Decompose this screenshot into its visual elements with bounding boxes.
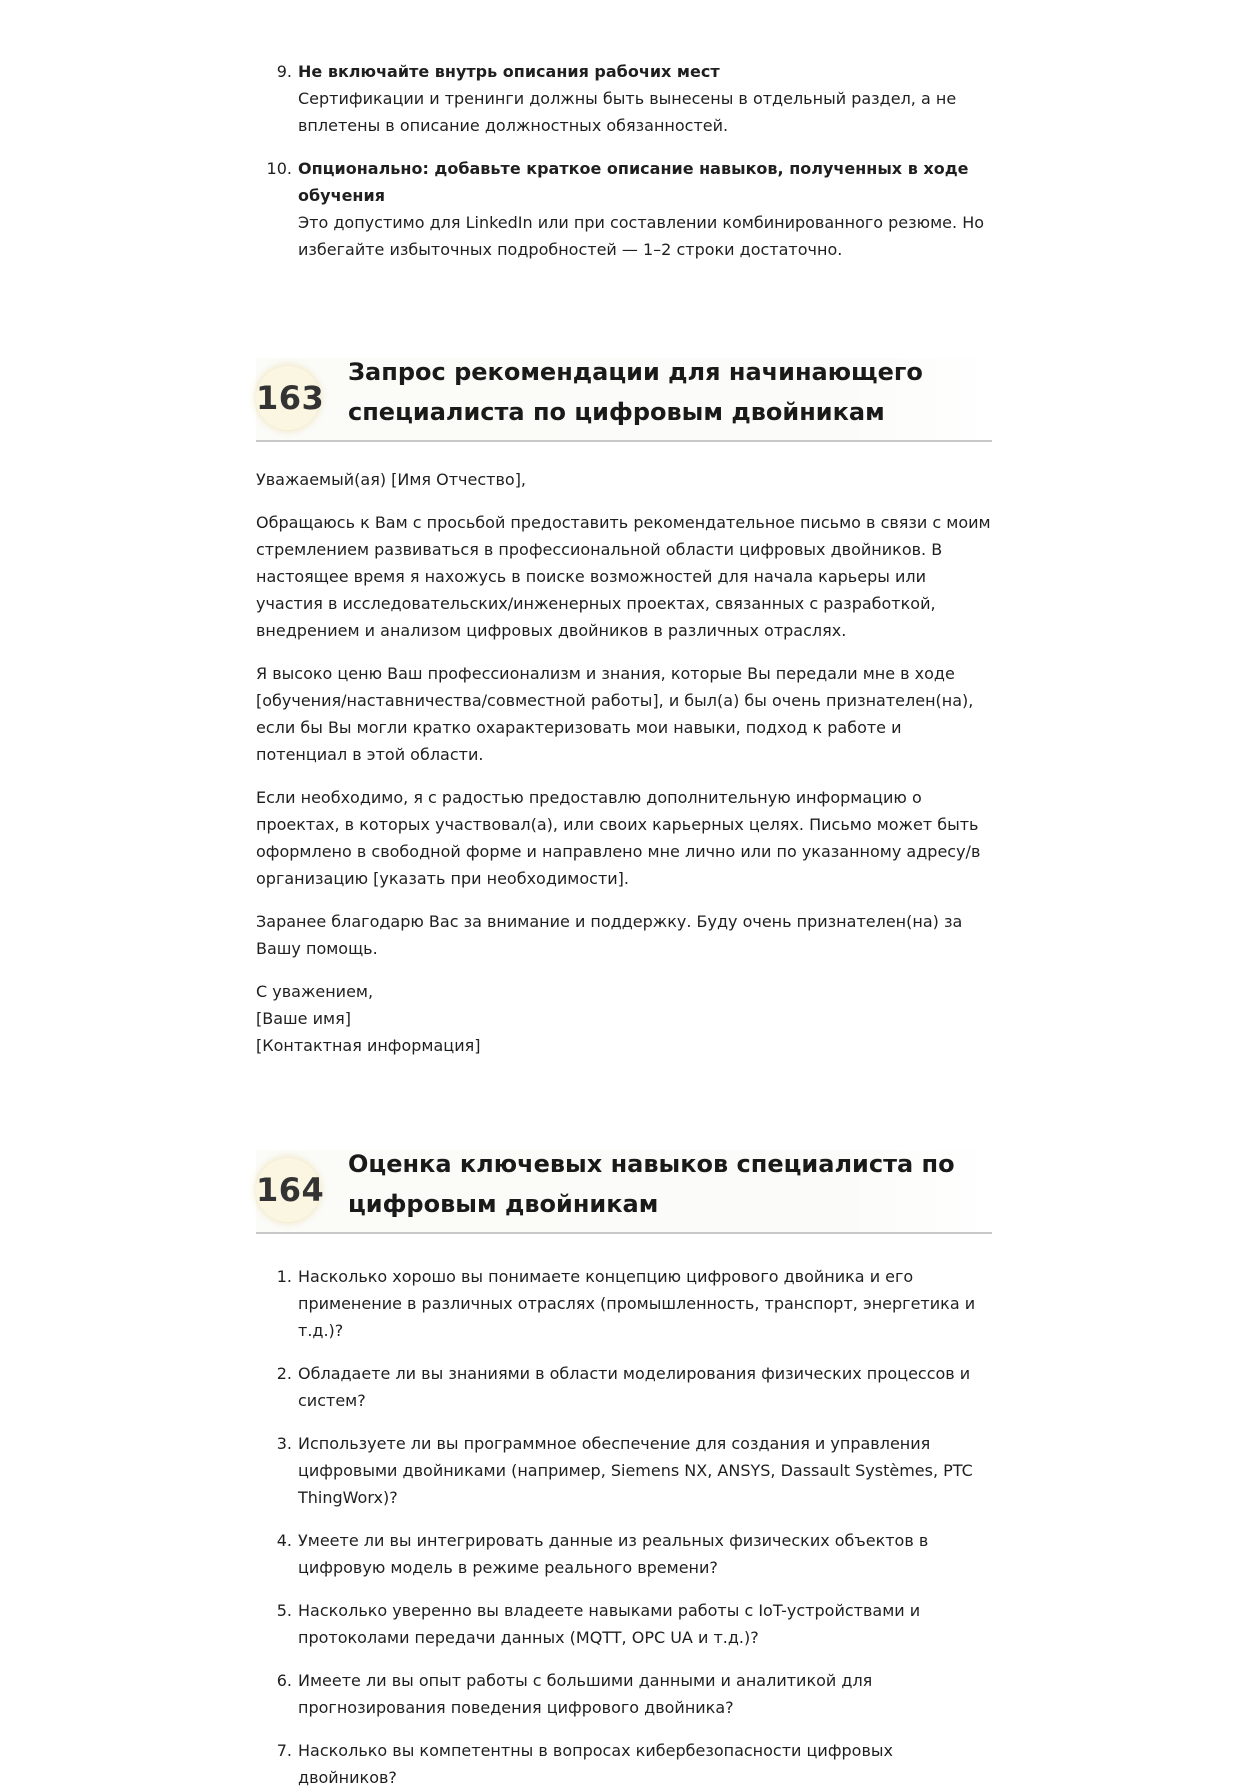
section-title: Запрос рекомендации для начинающего специалиста по цифровым двойникам [348, 358, 923, 426]
list-item-number: 7. [276, 1741, 292, 1760]
list-item-number: 3. [276, 1434, 292, 1453]
list-item-number: 5. [276, 1601, 292, 1620]
list-item [256, 1737, 992, 1791]
list-item-text: Имеете ли вы опыт работы с большими данными и аналитикой для прогнозирования поведения цифрового двойника? [298, 1671, 873, 1717]
list-item-number: 4. [276, 1531, 292, 1550]
list-item [256, 1667, 992, 1721]
letter-paragraph: Я высоко ценю Ваш профессионализм и знания, которые Вы передали мне в ходе [обучения/наставничества/совместной работы], и был(а) бы очень признателен(на), если бы Вы могли кратко охарактеризовать мои навыки, подход к работе и потенциал в этой области. [256, 664, 974, 764]
skills-questions-list [256, 1263, 992, 1791]
section-header-163 [256, 352, 992, 442]
list-item-body: Сертификации и тренинги должны быть вынесены в отдельный раздел, а не вплетены в описание должностных обязанностей. [298, 89, 957, 135]
letter-paragraph: Если необходимо, я с радостью предоставлю дополнительную информацию о проектах, в которых участвовал(а), или своих карьерных целях. Письмо может быть оформлено в свободной форме и направлено мне лично или по указанному адресу/в организацию [указать при необходимости]. [256, 788, 981, 888]
signature-name: [Ваше имя] [256, 1009, 351, 1028]
list-item-text: Насколько уверенно вы владеете навыками работы с IoT-устройствами и протоколами передачи данных (MQTT, OPC UA и т.д.)? [298, 1601, 921, 1647]
recommendation-letter [256, 466, 992, 1059]
section-header-164 [256, 1144, 992, 1234]
list-item [256, 155, 992, 263]
letter-closing: С уважением, [256, 982, 374, 1001]
list-item [256, 1597, 992, 1651]
list-item-number: 10. [266, 159, 292, 178]
tips-list-continued [256, 58, 992, 263]
letter-greeting: Уважаемый(ая) [Имя Отчество], [256, 470, 527, 489]
signature-contact: [Контактная информация] [256, 1036, 481, 1055]
letter-signature [256, 978, 992, 1059]
letter-paragraph: Заранее благодарю Вас за внимание и поддержку. Буду очень признателен(на) за Вашу помощь. [256, 912, 963, 958]
section-number-badge: 163 [256, 366, 320, 430]
section-number-badge: 164 [256, 1158, 320, 1222]
list-item-title: Не включайте внутрь описания рабочих мест [298, 62, 720, 81]
letter-paragraph: Обращаюсь к Вам с просьбой предоставить рекомендательное письмо в связи с моим стремлением развиваться в профессиональной области цифровых двойников. В настоящее время я нахожусь в поиске возможностей для начала карьеры или участия в исследовательских/инженерных проектах, связанных с разработкой, внедрением и анализом цифровых двойников в различных отраслях. [256, 513, 991, 640]
list-item-text: Обладаете ли вы знаниями в области моделирования физических процессов и систем? [298, 1364, 971, 1410]
list-item [256, 58, 992, 139]
list-item [256, 1527, 992, 1581]
list-item-body: Это допустимо для LinkedIn или при составлении комбинированного резюме. Но избегайте избыточных подробностей — 1–2 строки достаточно. [298, 213, 985, 259]
section-divider [256, 440, 992, 442]
list-item-number: 2. [276, 1364, 292, 1383]
list-item [256, 1430, 992, 1511]
list-item-text: Насколько хорошо вы понимаете концепцию цифрового двойника и его применение в различных отраслях (промышленность, транспорт, энергетика и т.д.)? [298, 1267, 976, 1340]
list-item-number: 6. [276, 1671, 292, 1690]
list-item-text: Используете ли вы программное обеспечение для создания и управления цифровыми двойниками (например, Siemens NX, ANSYS, Dassault Systèmes, PTC ThingWorx)? [298, 1434, 973, 1507]
list-item-number: 9. [276, 62, 292, 81]
list-item-text: Умеете ли вы интегрировать данные из реальных физических объектов в цифровую модель в режиме реального времени? [298, 1531, 929, 1577]
section-divider [256, 1232, 992, 1234]
list-item-title: Опционально: добавьте краткое описание навыков, полученных в ходе обучения [298, 159, 969, 205]
list-item-number: 1. [276, 1267, 292, 1286]
list-item-text: Насколько вы компетентны в вопросах кибербезопасности цифровых двойников? [298, 1741, 893, 1787]
section-title: Оценка ключевых навыков специалиста по цифровым двойникам [348, 1150, 955, 1218]
list-item [256, 1360, 992, 1414]
list-item [256, 1263, 992, 1344]
